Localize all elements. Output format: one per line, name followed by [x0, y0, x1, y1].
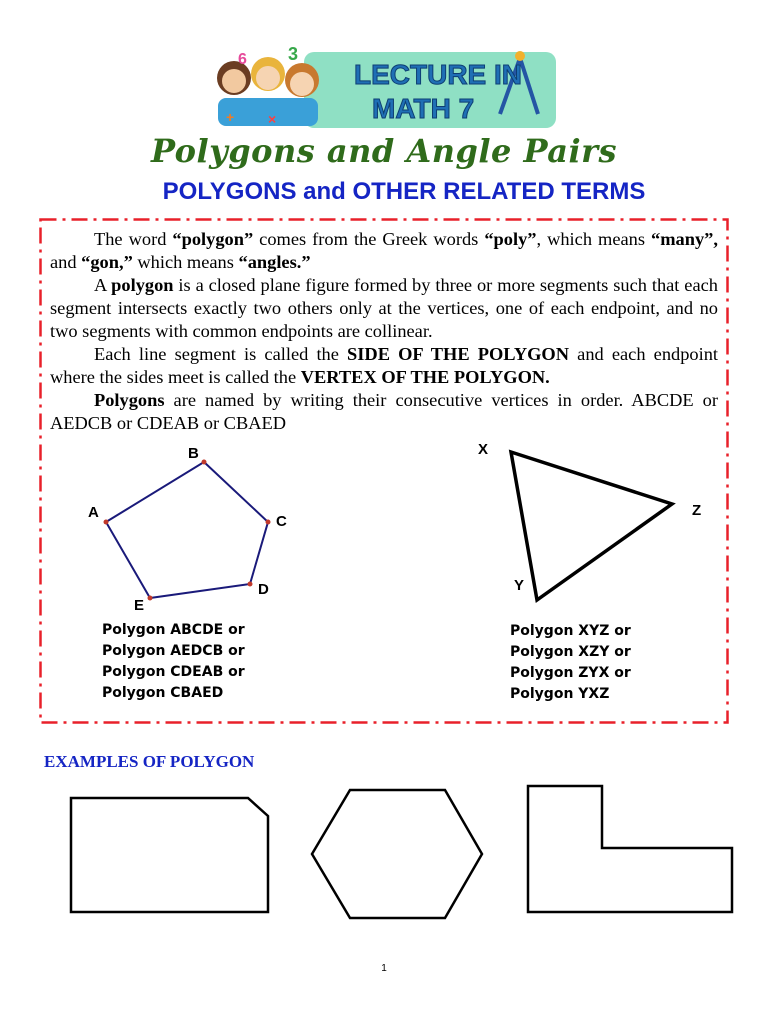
triangle-captions: [510, 621, 631, 705]
svg-text:+: +: [226, 109, 235, 125]
triangle-shape: [511, 452, 672, 600]
pentagon-diagram: [80, 442, 310, 614]
caption-line: Polygon YXZ: [510, 686, 610, 702]
triangle-diagram: [470, 432, 720, 608]
vertex-label-e: E: [134, 597, 145, 614]
vertex-label-x: X: [478, 441, 489, 458]
example-hexagon: [312, 790, 482, 918]
vertex-label-z: Z: [692, 502, 702, 519]
polygon-examples: [60, 780, 740, 920]
kids-illustration: [217, 44, 319, 127]
caption-line: Polygon XZY or: [510, 644, 631, 660]
vertex-label-y: Y: [514, 577, 525, 594]
lecture-banner: [208, 44, 560, 136]
vertex-label-c: C: [276, 513, 287, 530]
vertex-label-b: B: [188, 445, 199, 462]
page-number: 1: [381, 963, 387, 974]
section-subtitle: POLYGONS and OTHER RELATED TERMS: [162, 178, 646, 205]
vertex-dot-b: [202, 460, 207, 465]
banner-line1: LECTURE IN: [354, 59, 522, 90]
vertex-label-d: D: [258, 581, 269, 598]
examples-heading: EXAMPLES OF POLYGON: [44, 752, 255, 771]
pentagon-captions: [102, 620, 245, 704]
paragraph-polygon-etymology: The word “polygon” comes from the Greek words “poly”, which means “many”, and “gon,” which means “angles.”: [50, 229, 718, 272]
paragraph-side-vertex: Each line segment is called the SIDE OF THE POLYGON and each endpoint where the sides meet is called the VERTEX OF THE POLYGON.: [50, 344, 719, 387]
svg-text:3: 3: [288, 44, 299, 64]
example-truncated-rectangle: [71, 798, 268, 912]
caption-line: Polygon CBAED: [102, 685, 224, 701]
caption-line: Polygon ZYX or: [510, 665, 631, 681]
vertex-dot-e: [148, 596, 153, 601]
svg-text:×: ×: [268, 111, 277, 127]
paragraph-naming: Polygons are named by writing their consecutive vertices in order. ABCDE or AEDCB or CDEAB or CBAED: [50, 390, 718, 433]
caption-line: Polygon XYZ or: [510, 623, 631, 639]
vertex-dot-d: [248, 582, 253, 587]
vertex-dot-a: [104, 520, 109, 525]
banner-line2: MATH 7: [372, 93, 475, 124]
vertex-label-a: A: [88, 504, 99, 521]
example-l-shape: [528, 786, 732, 912]
caption-line: Polygon ABCDE or: [102, 622, 245, 638]
svg-text:6: 6: [238, 51, 247, 68]
caption-line: Polygon CDEAB or: [102, 664, 245, 680]
caption-line: Polygon AEDCB or: [102, 643, 245, 659]
pentagon-shape: [106, 462, 268, 598]
page-title: Polygons and Angle Pairs: [150, 132, 618, 170]
vertex-dot-c: [266, 520, 271, 525]
paragraph-polygon-definition: A polygon is a closed plane figure formed by three or more segments such that each segment intersects exactly two others only at the vertices, one of each endpoint, and no two segments with common endpoints are collinear.: [50, 275, 718, 341]
